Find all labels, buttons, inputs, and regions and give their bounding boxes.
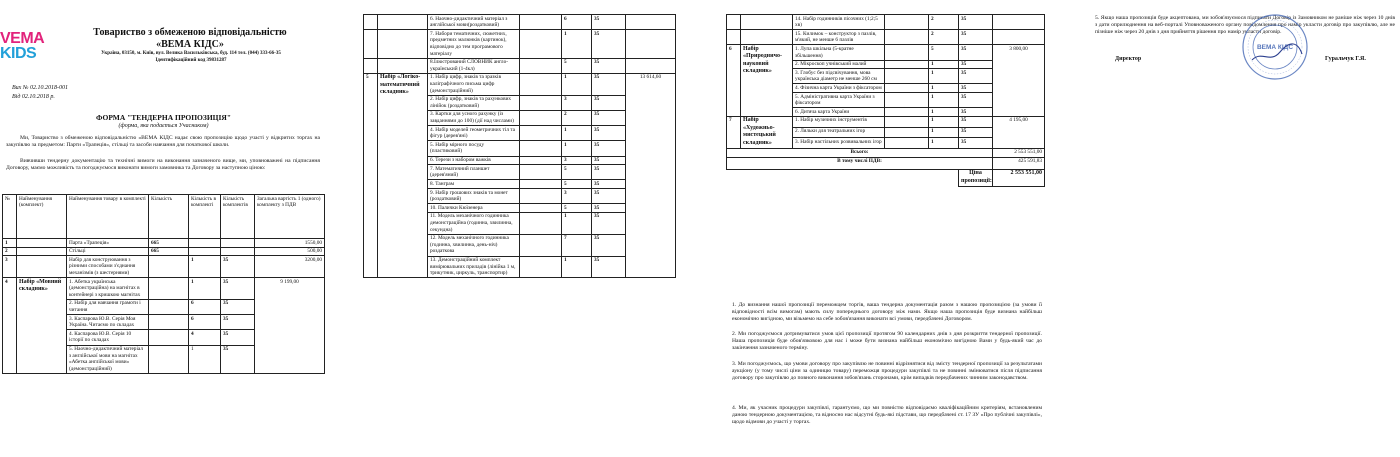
company-logo [0, 31, 44, 61]
table-row: 6. Терези з набором важків 3 35 [364, 156, 676, 165]
offer-price-row: Ціна пропозиції: 2 553 551,00 [727, 169, 1045, 186]
group-name: Набір «Художньо-мистецький складник» [741, 116, 793, 148]
group-total: 3 800,00 [993, 45, 1045, 116]
page-1 [0, 0, 327, 457]
table-row: 2. Набір цифр, знаків та рахункових лінійок (роздатковий) 3 35 [364, 95, 676, 110]
header-cell: № [3, 195, 17, 239]
terms-paragraph-5: 5. Якщо наша пропозиція буде акцептована, ми зобов'язуємося підписати Договір із Замовником не раніше ніж через 10 днів з дати оприлюднення на веб-порталі Уповноваженого органу повідомлення про намір укласти договір про закупівлю, але не пізніше ніж через 20 днів з дня прийняття рішення про намір укласти договір. [1095, 15, 1395, 36]
table-row: 4. Набір моделей геометричних тіл та фігур (дерев'яні) 1 35 [364, 126, 676, 141]
intro-paragraph-2: Вивчивши тендерну документацію та технічні вимоги на виконання зазначеного вище, ми, уповноважені на підписання Договору, маємо можливість та погоджуємося виконати вимоги замовника та Договору за наступною ціною: [6, 158, 320, 172]
table-row: 6 Набір «Природничо-науковий складник» 1. Лупа шкільна (5-кратне збільшення) 5 35 3 800,00 [727, 45, 1045, 60]
table-row: 5 Набір «Логіко-математичний складник» 1. Набір цифр, знаків та зразків каліграфічного письма цифр (демонстраційний) 1 35 13 614,60 [364, 73, 676, 95]
company-name: Товариство з обмеженою відповідальністю [93, 27, 287, 38]
terms-paragraph-2: 2. Ми погоджуємося дотримуватися умов цієї пропозиції протягом 90 календарних днів з дня розкриття тендерної пропозиції. Наша пропозиція буде обов'язковою для нас і може бути визнана найбільш економічно вигідною Вами у будь-який час до закінчення зазначеного терміну. [732, 331, 1042, 352]
table-row: 3. Каспарова Ю.В. Серія Моя Україна. Читаємо по складах 6 35 [3, 315, 325, 330]
header-cell: Загальна вартість 1 (одного) комплекту з ПДВ [255, 195, 325, 239]
header-cell: Найменування (комплект) [17, 195, 67, 239]
price-table-page-2 [363, 14, 676, 278]
header-cell: Кількість [149, 195, 189, 239]
table-row: 6. Наочно-дидактичний матеріал з англійської мови(роздатковий) 6 35 [364, 15, 676, 30]
table-row: 7. Набори тематичних, сюжетних, предметних малюнків (картинок), відповідно до тем програмового матеріалу 1 35 [364, 30, 676, 58]
intro-paragraph: Ми, Товариство з обмеженою відповідальністю «ВЕМА КІДС надає свою пропозицію щодо участі у відкритих торгах на закупівлю за предметом: Парти «Трапеція», стільці та засоби навчання для початкової школи. [6, 135, 320, 149]
stamp-text: ВЕМА КІДС [1256, 44, 1294, 51]
total-row: Всього: 2 553 551,00 [727, 148, 1045, 157]
table-row: 3. Глобус без підсвічування, мова українська діаметр не менше 260 см 1 35 [727, 69, 1045, 84]
company-brand: «ВЕМА КІДС» [156, 39, 224, 50]
company-code: Ідентифікаційний код 39831287 [155, 58, 227, 63]
director-label: Директор [1115, 56, 1142, 62]
table-row: 5. Наочно-дидактичний матеріал з англійської мови на магнітах «Абетка англійської мови» (демонстраційний) 1 35 [3, 345, 325, 373]
terms-paragraph-1: 1. До визнання нашої пропозиції переможцем торгів, ваша тендерна документація разом з нашою пропозицією (за умови її відповідності всім вимогам) мають силу попереднього договору між нами. Якщо наша пропозиція буде визнана найбільш економічно вигідною, ми візьмемо на себе зобов'язання виконати всі умови, передбачені Договором. [732, 302, 1042, 323]
vat-row: В тому числі ПДВ: 425 591,83 [727, 157, 1045, 169]
table-row: 4 Набір «Мовний складник» 1. Абетка українська (демонстраційна) на магнітах в контейнері з кришкою магнітах 1 35 9 199,00 [3, 278, 325, 300]
company-stamp [1240, 12, 1310, 82]
outgoing-number: Вих № 02.10.2018-001 [12, 85, 68, 91]
table-row: 2. Ляльки для театральних ігор 1 35 [727, 127, 1045, 138]
table-row: 13. Демонстраційний комплект вимірювальних приладів (лінійка 1 м, трикутник, циркуль, транспортир) 1 35 [364, 256, 676, 278]
logo-line-1: VEMA [0, 30, 45, 47]
logo-line-2: KIDS [0, 45, 37, 63]
table-row: 1 Парта «Трапеція» 665 1550,00 [3, 239, 325, 248]
table-row: 11. Модель механічного годинника демонстраційна (годинна, хвилинна, секундна) 1 35 [364, 212, 676, 234]
table-row: 3 Набір для конструювання з різними способами з'єднання механізмів (з шестернями) 1 35 3200,00 [3, 256, 325, 278]
form-title: ФОРМА "ТЕНДЕРНА ПРОПОЗИЦІЯ" [95, 113, 232, 122]
company-address: Україна, 03150, м. Київ, вул. Велика Васильківська, буд. 114 тел. (044) 333-66-35 [101, 51, 281, 56]
table-row: 3. Набір настільних розвивальних ігор 1 35 [727, 138, 1045, 149]
table-row: 2 Стільці 665 500,00 [3, 247, 325, 256]
table-row: 2. Мікроскоп учнівський малий 1 35 [727, 60, 1045, 69]
table-row: 5. Адміністративна карта України з фіксатором 1 35 [727, 93, 1045, 108]
table-row: 4. Фізична карта України з фіксатором 1 35 [727, 84, 1045, 93]
group-name: Набір «Природничо-науковий складник» [741, 45, 793, 116]
form-subtitle: (форма, яка подається Учасником) [118, 123, 209, 129]
table-row: 4. Каспарова Ю.В. Серія 10 історії по складах 4 35 [3, 330, 325, 345]
director-name: Гуральчук Г.Я. [1325, 56, 1366, 62]
table-row: 7. Математичний планшет (дерев'яний) 5 35 [364, 165, 676, 180]
table-row: 10. Палички Кюїзенера 5 35 [364, 204, 676, 213]
table-row: 14. Набір годинників пісочних (1;2;5 хв) 2 35 [727, 15, 1045, 30]
price-table-page-3 [726, 14, 1045, 187]
table-row: 6. Дитяча карта України 1 35 [727, 108, 1045, 117]
header-cell: Кількість в комплекті [189, 195, 221, 239]
group-name: Набір «Мовний складник» [17, 278, 67, 374]
terms-paragraph-3: 3. Ми погоджуємось, що умови договору про закупівлю не повинні відрізнятися від змісту тендерної пропозиції за результатами аукціону (у тому числі ціни за одиницю товару) переможця процедури закупівлі та не повинні змінюватися після підписання договору про закупівлю до повного виконання зобов'язань сторонами, крім випадків передбачених чинним законодавством. [732, 361, 1042, 382]
terms-paragraph-4: 4. Ми, як учасник процедури закупівлі, гарантуємо, що ми повністю відповідаємо кваліфікаційним критеріям, встановленим даною тендерною документацією, та відносно нас відсутні будь-які підстави, що передбачені ст. 17 ЗУ «Про публічні закупівлі», щодо відмови до участі у торгах. [732, 405, 1042, 426]
page-3 [712, 0, 1052, 457]
table-row: 12. Модель механічного годинника (годинна, хвилинна, день-ніч) роздаткова 7 35 [364, 234, 676, 256]
table-row: 15. Килимок – конструктор з пазлів, м'який, не менше 6 пазлів 2 35 [727, 30, 1045, 45]
page-2 [357, 0, 682, 457]
table-row: 8. Танграм 5 35 [364, 180, 676, 189]
group-total: 4 195,00 [993, 116, 1045, 148]
group-name: Набір «Логіко-математичний складник» [378, 73, 428, 277]
header-cell: Кількість комплектів [221, 195, 255, 239]
table-row: 8.Ілюстрований СЛОВНИК англо-український (1-4кл) 5 35 [364, 58, 676, 73]
header-cell: Найменування товару в комплекті [67, 195, 149, 239]
table-row: 9. Набір грошових знаків та монет (роздатковий) 3 35 [364, 189, 676, 204]
table-row: 3. Картки для усного рахунку (із завданнями до 100) (дії над числами) 2 35 [364, 110, 676, 125]
group-total: 9 199,00 [255, 278, 325, 374]
outgoing-date: Від 02.10.2018 р. [12, 94, 55, 100]
table-row: 2. Набір для навчання грамоти і читання 6 35 [3, 299, 325, 314]
group-total: 13 614,60 [626, 73, 676, 277]
table-row: 7 Набір «Художньо-мистецький складник» 1. Набір музичних інструментів 1 35 4 195,00 [727, 116, 1045, 127]
price-table-page-1 [2, 194, 325, 374]
table-row: 5. Набір мірного посуду (пластиковий) 1 35 [364, 141, 676, 156]
